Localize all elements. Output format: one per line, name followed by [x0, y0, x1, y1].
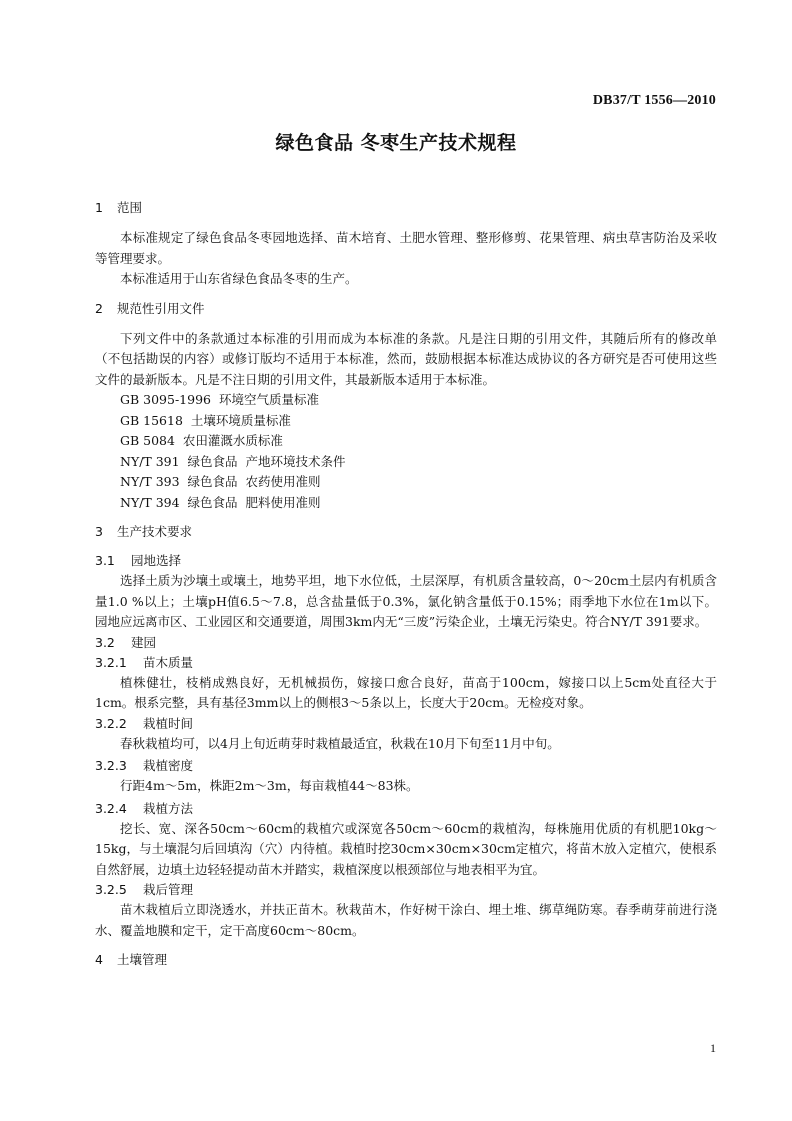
- standard-code: DB37/T 1556—2010: [592, 93, 716, 108]
- subsection-title: 栽植方法: [143, 800, 194, 816]
- paragraph: 行距4m～5m，株距2m～3m，每亩栽植44～83株。: [120, 778, 419, 793]
- subsection-number: 3.2.5: [95, 882, 127, 897]
- paragraph: 挖长、宽、深各50cm～60cm的栽植穴或深宽各50cm～60cm的栽植沟，每株施用优质的有机肥10kg～15kg，与土壤混匀后回填沟（穴）内待植。栽植时挖30cm×30cm×30cm定植穴，将苗木放入定植穴，使根系自然舒展，边填土边轻轻提动苗木并踏实，栽植深度以根颈部位与地表相平为宜。: [95, 820, 717, 877]
- paragraph: 春秋栽植均可，以4月上旬近萌芽时栽植最适宜，秋栽在10月下旬至11月中旬。: [120, 735, 560, 751]
- section-number: 3: [95, 524, 103, 539]
- paragraph: 苗木栽植后立即浇透水，并扶正苗木。秋栽苗木，作好树干涂白、埋土堆、绑草绳防寒。春季萌芽前进行浇水、覆盖地膜和定干，定干高度60cm～80cm。: [95, 902, 717, 938]
- subsection-title: 栽后管理: [143, 882, 194, 897]
- reference-item: GB 15618 土壤环境质量标准: [120, 412, 291, 428]
- section-number: 2: [95, 300, 103, 316]
- section-heading-3: [95, 522, 717, 542]
- section-title: 规范性引用文件: [117, 300, 205, 316]
- reference-item: NY/T 393 绿色食品 农药使用准则: [120, 474, 321, 489]
- reference-item: NY/T 394 绿色食品 肥料使用准则: [120, 494, 321, 510]
- subsection-number: 3.2.2: [95, 715, 127, 731]
- paragraph: 植株健壮，枝梢成熟良好，无机械损伤，嫁接口愈合良好，苗高于100cm，嫁接口以上5cm处直径大于1cm。根系完整，具有基径3mm以上的侧根3～5条以上，长度大于20cm。无检疫对象。: [95, 674, 717, 710]
- subsection-number: 3.2: [95, 634, 115, 650]
- subsection-title: 栽植时间: [143, 715, 194, 731]
- subsection-heading-3-2-1: [95, 653, 717, 673]
- section-number: 4: [95, 952, 103, 967]
- subsection-heading-3-2-3: [95, 756, 717, 776]
- reference-item: NY/T 391 绿色食品 产地环境技术条件: [120, 453, 346, 469]
- paragraph: 本标准适用于山东省绿色食品冬枣的生产。: [120, 271, 358, 286]
- page-number: 1: [710, 1041, 716, 1055]
- paragraph: 本标准规定了绿色食品冬枣园地选择、苗木培育、土肥水管理、整形修剪、花果管理、病虫草害防治及采收等管理要求。: [95, 230, 717, 266]
- subsection-number: 3.2.3: [95, 758, 127, 773]
- section-heading-4: [95, 950, 717, 970]
- reference-item: GB 5084 农田灌溉水质标准: [120, 433, 283, 448]
- paragraph: 选择土质为沙壤土或壤土，地势平坦，地下水位低，土层深厚，有机质含量较高，0～20cm土层内有机质含量1.0 %以上；土壤pH值6.5～7.8，总含盐量低于0.3%，氯化钠含量低于0.15%；雨季地下水位在1m以下。园地应远离市区、工业园区和交通要道，周围3km内无“三废”污染企业，土壤无污染史。符合NY/T 391要求。: [95, 573, 717, 629]
- section-title: 土壤管理: [117, 952, 168, 967]
- subsection-title: 建园: [131, 634, 157, 650]
- subsection-title: 栽植密度: [143, 758, 194, 773]
- section-heading-1: [95, 198, 717, 218]
- document-body: [95, 198, 717, 970]
- subsection-heading-3-2-4: [95, 799, 717, 819]
- paragraph: 下列文件中的条款通过本标准的引用而成为本标准的条款。凡是注日期的引用文件，其随后所有的修改单（不包括勘误的内容）或修订版均不适用于本标准，然而，鼓励根据本标准达成协议的各方研究是否可使用这些文件的最新版本。凡是不注日期的引用文件，其最新版本适用于本标准。: [95, 330, 717, 387]
- subsection-heading-3-2-2: [95, 714, 717, 734]
- document-title: 绿色食品 冬枣生产技术规程: [275, 132, 517, 154]
- subsection-heading-3-1: [95, 551, 717, 571]
- subsection-number: 3.2.1: [95, 654, 127, 670]
- subsection-number: 3.2.4: [95, 800, 127, 816]
- subsection-heading-3-2-5: [95, 880, 717, 900]
- subsection-heading-3-2: [95, 633, 717, 653]
- section-heading-2: [95, 299, 717, 319]
- subsection-title: 苗木质量: [143, 654, 194, 670]
- section-number: 1: [95, 200, 103, 215]
- subsection-title: 园地选择: [131, 553, 182, 568]
- section-title: 范围: [117, 200, 143, 215]
- reference-item: GB 3095-1996 环境空气质量标准: [120, 392, 319, 407]
- section-title: 生产技术要求: [117, 524, 193, 539]
- subsection-number: 3.1: [95, 553, 115, 568]
